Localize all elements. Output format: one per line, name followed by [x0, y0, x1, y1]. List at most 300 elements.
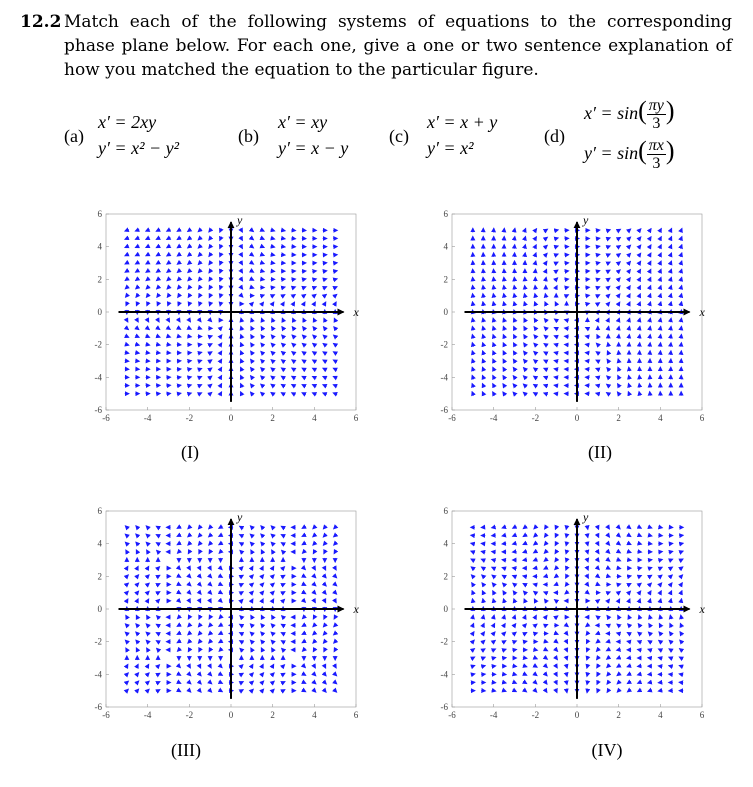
field-arrow	[146, 583, 149, 586]
field-arrow	[220, 367, 222, 371]
field-arrow	[240, 245, 242, 249]
field-arrow	[313, 673, 316, 676]
field-arrow	[199, 566, 201, 570]
field-arrow	[638, 535, 642, 537]
field-arrow	[187, 327, 191, 329]
field-arrow	[188, 294, 190, 297]
field-arrow	[126, 302, 128, 306]
field-arrow	[523, 591, 526, 594]
field-arrow	[523, 584, 527, 586]
field-arrow	[670, 245, 672, 249]
field-arrow	[513, 576, 517, 578]
x-tick-label: 0	[574, 413, 580, 423]
field-arrow	[617, 294, 620, 297]
x-axis-label: x	[353, 305, 359, 319]
field-arrow	[136, 534, 139, 537]
field-arrow	[525, 285, 526, 289]
field-arrow	[261, 615, 263, 619]
field-arrow	[523, 560, 527, 561]
field-arrow	[281, 287, 285, 288]
system-d-y-lhs: y′ = sin	[584, 143, 639, 163]
field-arrow	[493, 623, 495, 627]
field-arrow	[607, 550, 610, 553]
field-arrow	[492, 649, 496, 651]
field-arrow	[219, 616, 222, 619]
panel-label-II: (II)	[588, 442, 612, 462]
phase-plane-I-svg	[88, 206, 363, 428]
field-arrow	[334, 648, 336, 652]
field-arrow	[271, 591, 274, 594]
field-arrow	[502, 567, 506, 568]
field-arrow	[482, 384, 484, 388]
field-arrow	[523, 689, 526, 692]
field-arrow	[220, 294, 221, 298]
field-arrow	[167, 286, 170, 289]
x-tick-label: 0	[574, 710, 580, 720]
field-arrow	[261, 376, 264, 379]
field-arrow	[628, 302, 630, 306]
field-arrow	[251, 351, 253, 354]
field-arrow	[513, 591, 516, 594]
field-arrow	[209, 640, 212, 643]
field-arrow	[334, 542, 337, 545]
field-arrow	[187, 361, 191, 362]
field-arrow	[209, 648, 211, 652]
field-arrow	[302, 624, 306, 626]
field-arrow	[649, 615, 650, 619]
field-arrow	[136, 689, 139, 692]
field-arrow	[177, 385, 181, 386]
field-arrow	[250, 632, 253, 635]
field-arrow	[198, 245, 201, 248]
field-arrow	[596, 567, 599, 570]
field-arrow	[618, 359, 619, 363]
field-arrow	[544, 599, 547, 602]
field-arrow	[659, 245, 661, 249]
field-arrow	[271, 368, 274, 371]
field-arrow	[628, 278, 630, 281]
field-arrow	[302, 599, 305, 602]
field-arrow	[188, 640, 191, 643]
field-arrow	[533, 584, 537, 585]
field-arrow	[596, 343, 599, 346]
field-arrow	[167, 254, 171, 256]
field-arrow	[293, 318, 295, 322]
field-arrow	[240, 599, 243, 602]
field-arrow	[135, 336, 139, 338]
field-arrow	[504, 294, 505, 298]
field-arrow	[208, 344, 212, 346]
field-arrow	[680, 575, 683, 578]
field-arrow	[524, 599, 526, 603]
field-arrow	[596, 287, 600, 289]
field-arrow	[649, 599, 650, 603]
field-arrow	[324, 599, 326, 603]
field-arrow	[566, 640, 568, 644]
field-arrow	[535, 285, 536, 289]
field-arrow	[187, 336, 191, 337]
field-arrow	[146, 238, 150, 240]
field-arrow	[156, 575, 160, 577]
field-arrow	[292, 376, 296, 378]
field-arrow	[670, 591, 672, 595]
field-arrow	[323, 583, 326, 586]
field-arrow	[156, 624, 160, 626]
field-arrow	[251, 648, 253, 652]
field-arrow	[596, 230, 600, 231]
field-arrow	[596, 254, 600, 255]
field-arrow	[146, 681, 149, 684]
field-arrow	[596, 377, 600, 378]
field-arrow	[188, 566, 190, 570]
field-arrow	[177, 690, 181, 692]
field-arrow	[312, 279, 316, 280]
field-arrow	[271, 343, 274, 346]
field-arrow	[607, 302, 610, 305]
field-arrow	[607, 542, 610, 545]
x-tick-label: -2	[185, 710, 194, 720]
field-arrow	[544, 576, 548, 577]
field-arrow	[281, 633, 285, 635]
field-arrow	[638, 624, 641, 627]
field-arrow	[544, 344, 548, 346]
field-arrow	[250, 534, 253, 537]
field-arrow	[209, 591, 212, 594]
field-arrow	[313, 542, 316, 545]
field-arrow	[681, 277, 682, 281]
field-arrow	[208, 352, 212, 354]
field-arrow	[177, 327, 181, 329]
field-arrow	[220, 261, 222, 265]
field-arrow	[502, 543, 506, 544]
field-arrow	[313, 648, 315, 652]
field-arrow	[147, 648, 149, 652]
field-arrow	[607, 657, 610, 660]
field-arrow	[125, 336, 129, 338]
field-arrow	[596, 584, 600, 586]
field-arrow	[260, 254, 264, 255]
x-tick-label: -6	[102, 710, 110, 720]
field-arrow	[618, 334, 619, 338]
field-arrow	[523, 633, 527, 635]
field-arrow	[534, 542, 537, 545]
field-arrow	[681, 302, 682, 306]
field-arrow	[136, 648, 138, 652]
problem-statement	[20, 10, 732, 82]
field-arrow	[261, 640, 264, 643]
field-arrow	[514, 294, 515, 298]
field-arrow	[209, 269, 211, 272]
field-arrow	[503, 583, 506, 586]
field-arrow	[313, 550, 315, 554]
field-arrow	[596, 633, 600, 635]
field-arrow	[639, 326, 640, 330]
field-arrow	[658, 657, 662, 658]
field-arrow	[627, 560, 631, 561]
field-arrow	[323, 393, 327, 395]
field-arrow	[261, 384, 264, 387]
field-arrow	[219, 665, 222, 668]
field-arrow	[209, 689, 212, 692]
field-arrow	[638, 576, 642, 578]
field-arrow	[146, 542, 149, 545]
field-arrow	[637, 552, 641, 553]
field-arrow	[323, 673, 326, 676]
field-arrow	[670, 294, 671, 298]
field-arrow	[597, 550, 599, 554]
x-tick-label: 6	[353, 413, 359, 423]
field-arrow	[535, 294, 536, 298]
field-arrow	[313, 343, 316, 346]
field-arrow	[680, 245, 681, 249]
field-arrow	[648, 527, 652, 528]
y-tick-label: 2	[443, 571, 448, 582]
field-arrow	[648, 583, 651, 586]
field-arrow	[471, 567, 474, 570]
field-arrow	[514, 318, 516, 322]
field-arrow	[282, 567, 285, 570]
field-arrow	[617, 681, 620, 684]
field-arrow	[524, 343, 526, 346]
field-arrow	[220, 277, 222, 281]
field-arrow	[617, 559, 621, 561]
field-arrow	[136, 599, 138, 603]
field-arrow	[681, 326, 682, 330]
field-arrow	[220, 237, 222, 241]
field-arrow	[303, 327, 306, 330]
field-arrow	[544, 615, 547, 618]
field-arrow	[219, 351, 221, 355]
field-arrow	[565, 320, 569, 321]
field-arrow	[219, 641, 223, 643]
field-arrow	[627, 673, 631, 675]
field-arrow	[271, 360, 274, 363]
field-arrow	[198, 591, 201, 594]
field-arrow	[585, 353, 589, 354]
field-arrow	[241, 359, 243, 363]
field-arrow	[136, 632, 139, 635]
field-arrow	[513, 690, 517, 692]
field-arrow	[608, 326, 609, 330]
field-arrow	[617, 665, 621, 667]
field-arrow	[471, 657, 475, 659]
field-arrow	[585, 303, 589, 304]
field-arrow	[156, 246, 160, 248]
field-arrow	[658, 666, 662, 667]
field-arrow	[544, 592, 548, 594]
field-arrow	[514, 615, 515, 619]
field-arrow	[147, 599, 149, 603]
field-arrow	[534, 551, 538, 553]
field-arrow	[680, 640, 683, 643]
field-arrow	[544, 673, 547, 676]
field-arrow	[146, 246, 150, 248]
field-arrow	[493, 343, 494, 347]
field-arrow	[659, 253, 661, 257]
field-arrow	[492, 559, 496, 560]
field-arrow	[323, 640, 326, 643]
field-arrow	[220, 384, 222, 388]
field-arrow	[292, 343, 295, 346]
field-arrow	[126, 318, 128, 322]
field-arrow	[596, 600, 599, 603]
field-arrow	[514, 599, 515, 603]
field-arrow	[596, 246, 600, 247]
field-arrow	[177, 254, 180, 256]
field-arrow	[523, 392, 526, 395]
field-arrow	[524, 302, 525, 306]
field-arrow	[146, 270, 150, 272]
field-arrow	[136, 624, 139, 627]
field-arrow	[660, 269, 662, 273]
field-arrow	[681, 343, 682, 347]
field-arrow	[147, 664, 149, 668]
field-arrow	[680, 591, 682, 595]
field-arrow	[545, 526, 547, 530]
field-arrow	[125, 238, 129, 240]
field-arrow	[302, 633, 306, 635]
field-arrow	[534, 351, 537, 354]
field-arrow	[251, 384, 254, 387]
field-arrow	[502, 641, 506, 643]
field-arrow	[606, 576, 610, 577]
y-tick-label: 0	[97, 604, 102, 614]
field-arrow	[125, 673, 128, 676]
field-arrow	[659, 623, 661, 627]
field-arrow	[198, 583, 201, 586]
field-arrow	[136, 583, 139, 586]
field-arrow	[512, 568, 516, 569]
x-tick-label: -4	[143, 710, 152, 720]
field-arrow	[125, 575, 128, 578]
field-arrow	[333, 343, 336, 345]
field-arrow	[219, 543, 223, 545]
field-arrow	[219, 599, 222, 602]
field-arrow	[302, 550, 305, 553]
field-arrow	[481, 567, 485, 569]
system-d-y-eq: y′ = sin( $\frac{\pi x}{3}$ )	[584, 136, 675, 173]
field-arrow	[272, 664, 274, 668]
field-arrow	[313, 689, 316, 692]
field-arrow	[534, 624, 537, 627]
field-arrow	[471, 559, 475, 561]
field-arrow	[220, 269, 222, 273]
field-arrow	[513, 367, 515, 370]
field-arrow	[659, 591, 661, 595]
field-arrow	[282, 550, 285, 553]
field-arrow	[596, 648, 599, 651]
field-arrow	[670, 237, 672, 241]
field-arrow	[658, 527, 662, 528]
field-arrow	[555, 567, 558, 570]
field-arrow	[240, 592, 244, 594]
field-arrow	[156, 262, 160, 264]
field-arrow	[627, 576, 631, 577]
field-arrow	[670, 623, 672, 627]
field-arrow	[125, 230, 129, 232]
field-arrow	[523, 576, 527, 577]
field-arrow	[157, 648, 160, 651]
field-arrow	[198, 393, 202, 395]
field-arrow	[251, 326, 253, 330]
field-arrow	[126, 599, 128, 603]
field-arrow	[566, 656, 567, 660]
field-arrow	[136, 575, 139, 578]
field-arrow	[157, 599, 160, 602]
field-arrow	[627, 681, 631, 683]
field-arrow	[483, 351, 484, 355]
field-arrow	[250, 624, 253, 627]
field-arrow	[513, 376, 516, 379]
field-arrow	[492, 552, 496, 553]
field-arrow	[219, 624, 223, 626]
field-arrow	[482, 640, 485, 643]
field-arrow	[209, 261, 212, 264]
field-arrow	[565, 328, 569, 329]
field-arrow	[524, 359, 527, 362]
field-arrow	[596, 262, 600, 263]
field-arrow	[533, 657, 537, 659]
field-arrow	[209, 245, 212, 248]
field-arrow	[240, 228, 242, 232]
field-arrow	[313, 318, 315, 322]
field-arrow	[302, 682, 306, 684]
field-arrow	[618, 367, 619, 371]
field-arrow	[292, 335, 295, 338]
field-arrow	[565, 632, 568, 635]
field-arrow	[241, 392, 243, 396]
system-a-x-eq: x′ = 2xy	[98, 112, 157, 132]
field-arrow	[323, 343, 326, 345]
field-arrow	[282, 327, 284, 330]
field-arrow	[492, 527, 496, 528]
field-arrow	[147, 566, 149, 570]
field-arrow	[240, 237, 242, 241]
field-arrow	[503, 343, 505, 347]
field-arrow	[271, 376, 274, 379]
field-arrow	[524, 318, 526, 322]
field-arrow	[627, 633, 631, 635]
field-arrow	[188, 583, 191, 586]
field-arrow	[261, 632, 264, 635]
field-arrow	[302, 368, 306, 370]
field-arrow	[333, 287, 337, 289]
field-arrow	[250, 689, 253, 692]
field-arrow	[493, 392, 495, 396]
field-arrow	[629, 367, 630, 371]
field-arrow	[617, 624, 620, 627]
field-arrow	[251, 599, 253, 603]
field-arrow	[125, 246, 129, 248]
field-arrow	[618, 326, 619, 330]
y-tick-label: -6	[94, 702, 102, 712]
field-arrow	[483, 285, 484, 289]
field-arrow	[324, 302, 326, 306]
field-arrow	[292, 393, 296, 395]
field-arrow	[323, 360, 327, 362]
field-arrow	[250, 237, 253, 240]
field-arrow	[156, 584, 160, 586]
field-arrow	[313, 335, 316, 338]
field-arrow	[208, 368, 211, 370]
field-arrow	[177, 229, 181, 231]
field-arrow	[240, 294, 243, 297]
field-arrow	[177, 550, 180, 553]
field-arrow	[177, 665, 180, 668]
field-arrow	[324, 615, 326, 619]
field-arrow	[177, 246, 181, 248]
field-arrow	[481, 559, 485, 561]
